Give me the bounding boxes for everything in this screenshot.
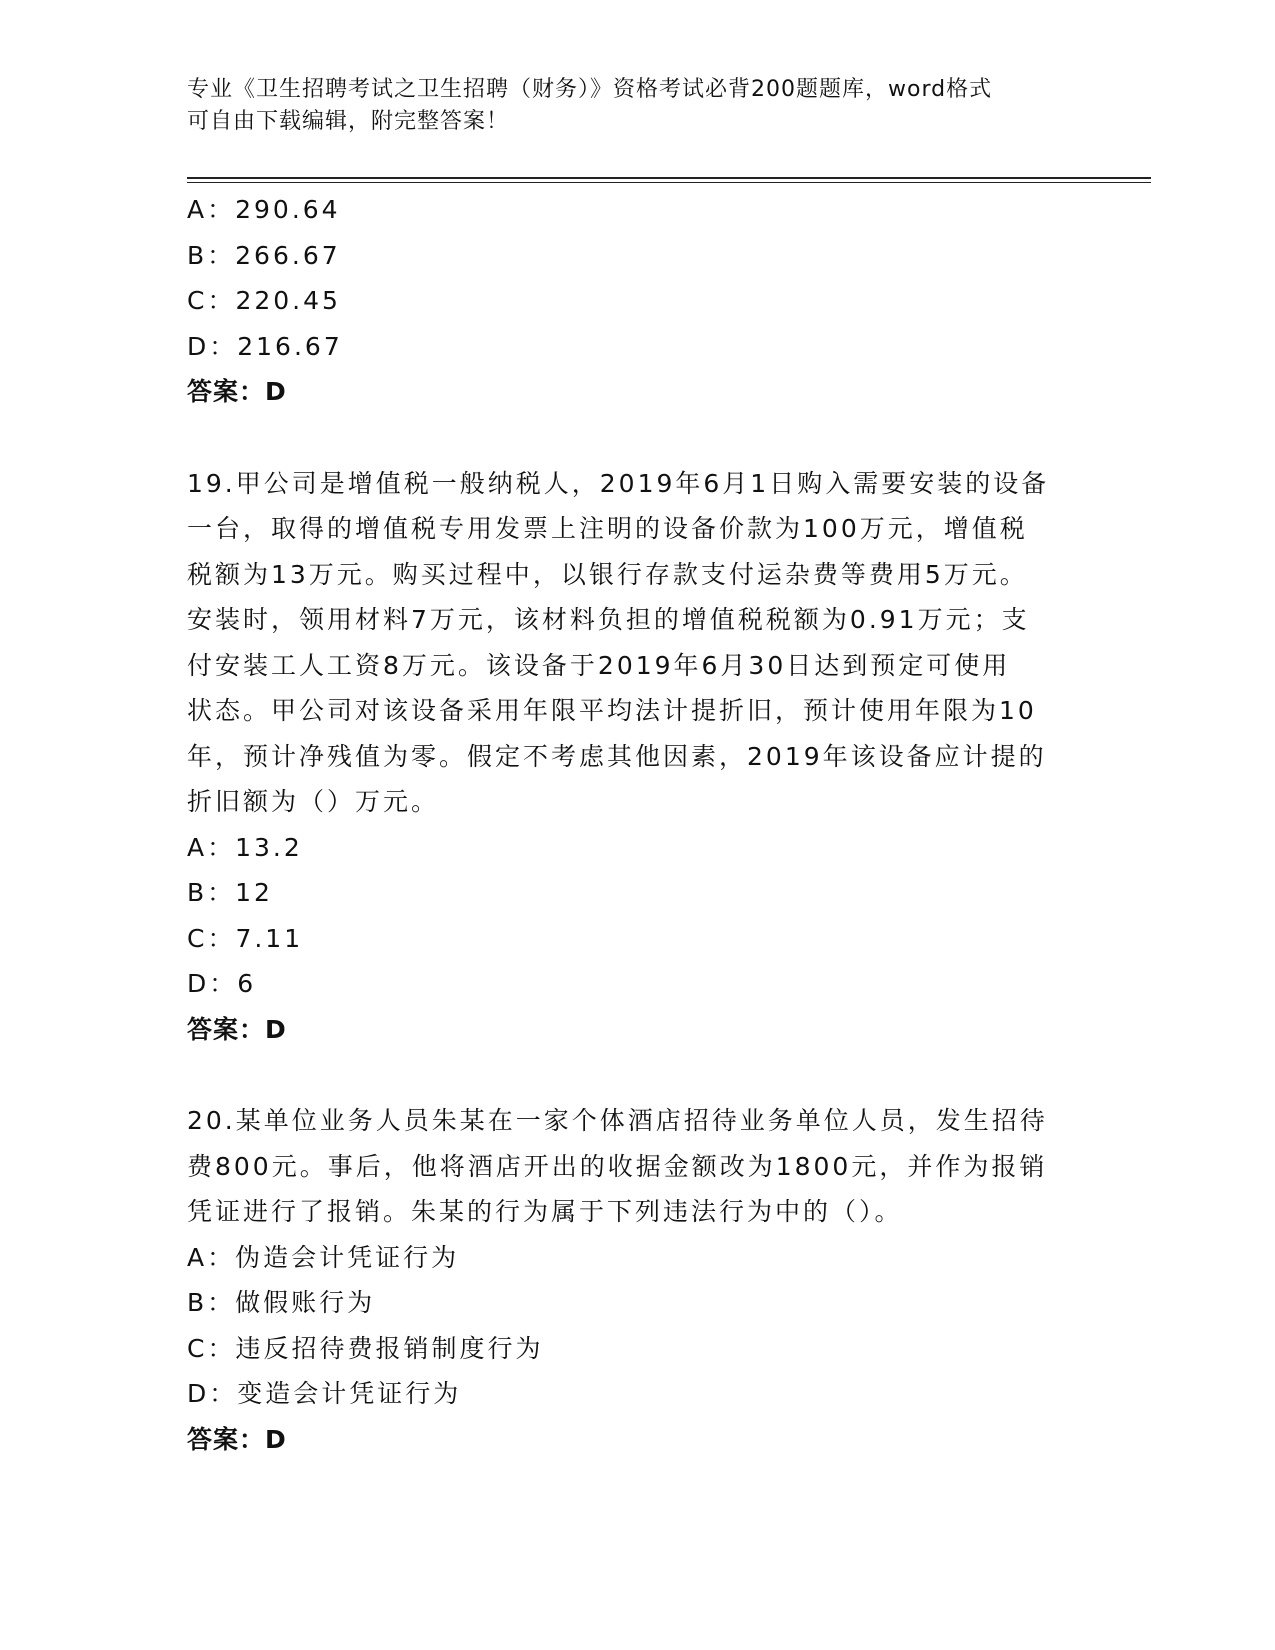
answer-label: 答案：D	[187, 1424, 287, 1454]
question-line: 状态。甲公司对该设备采用年限平均法计提折旧，预计使用年限为10	[187, 696, 1037, 725]
option-d: D：变造会计凭证行为	[187, 1379, 462, 1408]
question-line: 安装时，领用材料7万元，该材料负担的增值税税额为0.91万元；支	[187, 605, 1030, 634]
document-body	[187, 187, 1087, 1508]
question-line: 税额为13万元。购买过程中，以银行存款支付运杂费等费用5万元。	[187, 559, 1028, 589]
option-c: C：违反招待费报销制度行为	[187, 1333, 544, 1363]
document-header	[187, 74, 1087, 138]
option-c: C：7.11	[187, 923, 304, 953]
option-d: D：216.67	[187, 331, 343, 361]
question-line: 凭证进行了报销。朱某的行为属于下列违法行为中的（）。	[187, 1197, 903, 1226]
question-19-block	[187, 461, 1087, 1053]
header-line: 可自由下载编辑，附完整答案！	[187, 109, 510, 134]
question-line: 费800元。事后，他将酒店开出的收据金额改为1800元，并作为报销	[187, 1151, 1048, 1181]
option-b: B：12	[187, 878, 273, 907]
option-d: D：6	[187, 969, 257, 998]
question-line: 19.甲公司是增值税一般纳税人，2019年6月1日购入需要安装的设备	[187, 468, 1050, 498]
option-a: A：13.2	[187, 832, 303, 862]
question-line: 一台，取得的增值税专用发票上注明的设备价款为100万元，增值税	[187, 514, 1028, 543]
question-19-text	[187, 461, 1087, 825]
answer-label: 答案：D	[187, 377, 287, 406]
header-line: 专业《卫生招聘考试之卫生招聘（财务）》资格考试必背200题题库，word格式	[187, 77, 993, 102]
header-divider	[187, 177, 1151, 179]
question-line: 20.某单位业务人员朱某在一家个体酒店招待业务单位人员，发生招待	[187, 1106, 1048, 1135]
option-a: A：290.64	[187, 195, 341, 224]
question-line: 付安装工人工资8万元。该设备于2019年6月30日达到预定可使用	[187, 650, 1011, 680]
header-divider-thin	[187, 182, 1151, 183]
option-a: A：伪造会计凭证行为	[187, 1242, 460, 1272]
question-line: 折旧额为（）万元。	[187, 787, 440, 816]
question-20-text	[187, 1098, 1087, 1235]
answer-label: 答案：D	[187, 1014, 287, 1044]
question-line: 年，预计净残值为零。假定不考虑其他因素，2019年该设备应计提的	[187, 741, 1047, 771]
option-b: B：做假账行为	[187, 1288, 376, 1317]
question-20-block	[187, 1098, 1087, 1462]
prev-question-block	[187, 187, 1087, 415]
option-b: B：266.67	[187, 240, 341, 270]
option-c: C：220.45	[187, 286, 341, 315]
